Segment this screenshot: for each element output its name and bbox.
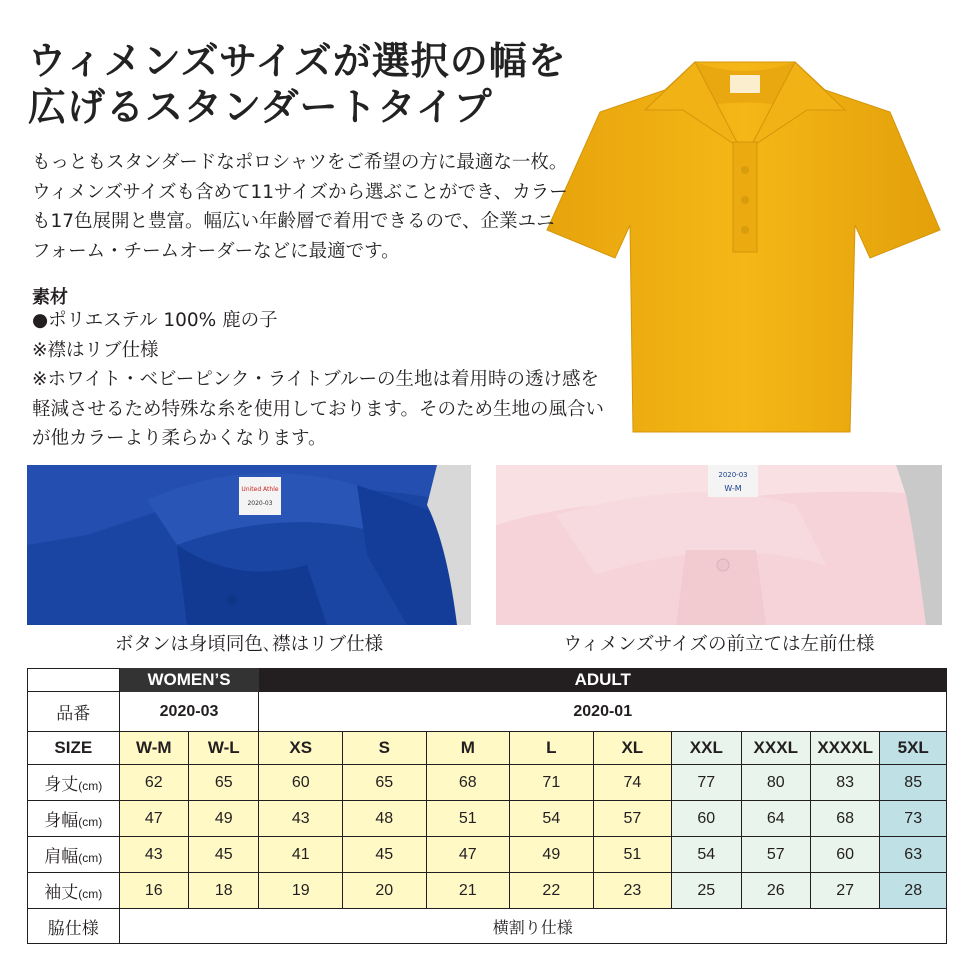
value-cell: 65 [189, 765, 259, 801]
row-label: 身幅(cm) [28, 801, 120, 837]
corner-cell [28, 669, 120, 692]
value-cell: 18 [189, 873, 259, 909]
value-cell: 68 [810, 801, 879, 837]
row-label: 身丈(cm) [28, 765, 120, 801]
size-row [28, 732, 947, 765]
adult-category: ADULT [259, 669, 947, 692]
size-header: XS [259, 732, 343, 765]
value-cell: 43 [259, 801, 343, 837]
value-cell: 16 [119, 873, 188, 909]
adult-code: 2020-01 [259, 692, 947, 732]
value-cell: 54 [510, 801, 594, 837]
headline-line-1: ウィメンズサイズが選択の幅を [28, 39, 567, 83]
size-header: W-L [189, 732, 259, 765]
row-label: 肩幅(cm) [28, 837, 120, 873]
value-cell: 51 [593, 837, 672, 873]
value-cell: 41 [259, 837, 343, 873]
spec-value: 横割り仕様 [119, 909, 946, 944]
value-cell: 23 [593, 873, 672, 909]
svg-text:United Athle: United Athle [241, 486, 279, 493]
size-header: S [343, 732, 427, 765]
row-label: 袖丈(cm) [28, 873, 120, 909]
description-line-3: も17色展開と豊富。幅広い年齢層で着用できるので、企業ユニ [32, 211, 555, 232]
material-line-2: ※襟はリブ仕様 [32, 339, 159, 361]
value-cell: 25 [672, 873, 741, 909]
value-cell: 45 [189, 837, 259, 873]
size-header: 5XL [880, 732, 947, 765]
value-cell: 45 [343, 837, 427, 873]
size-header: M [426, 732, 510, 765]
value-cell: 63 [880, 837, 947, 873]
value-cell: 74 [593, 765, 672, 801]
size-table [27, 668, 947, 944]
material-line-3: ※ホワイト・ベビーピンク・ライトブルーの生地は着用時の透け感を [32, 369, 599, 390]
size-header: XXXXL [810, 732, 879, 765]
blue-collar-photo [27, 465, 471, 625]
value-cell: 19 [259, 873, 343, 909]
value-cell: 20 [343, 873, 427, 909]
product-code-row [28, 692, 947, 732]
value-cell: 26 [741, 873, 810, 909]
description-line-2: ウィメンズサイズも含めて11サイズから選ぶことができ、カラー [32, 181, 568, 203]
value-cell: 68 [426, 765, 510, 801]
size-header: XXXL [741, 732, 810, 765]
value-cell: 65 [343, 765, 427, 801]
women-code: 2020-03 [119, 692, 259, 732]
value-cell: 83 [810, 765, 879, 801]
spec-label: 脇仕様 [28, 909, 120, 944]
value-cell: 57 [741, 837, 810, 873]
measurement-row-length [28, 765, 947, 801]
headline-line-2: 広げるスタンダートタイプ [28, 85, 493, 129]
size-header: L [510, 732, 594, 765]
measurement-row-width [28, 801, 947, 837]
size-header: W-M [119, 732, 188, 765]
value-cell: 80 [741, 765, 810, 801]
description-line-1: もっともスタンダードなポロシャツをご希望の方に最適な一枚。 [32, 152, 568, 173]
size-label: SIZE [28, 732, 120, 765]
value-cell: 28 [880, 873, 947, 909]
pink-photo-caption: ウィメンズサイズの前立ては左前仕様 [563, 634, 875, 655]
value-cell: 51 [426, 801, 510, 837]
value-cell: 21 [426, 873, 510, 909]
women-category: WOMEN’S [119, 669, 259, 692]
value-cell: 22 [510, 873, 594, 909]
value-cell: 60 [810, 837, 879, 873]
value-cell: 54 [672, 837, 741, 873]
value-cell: 48 [343, 801, 427, 837]
measurement-row-shoulder [28, 837, 947, 873]
size-header: XL [593, 732, 672, 765]
value-cell: 77 [672, 765, 741, 801]
pink-collar-photo [496, 465, 942, 625]
blue-photo-caption: ボタンは身頃同色､襟はリブ仕様 [114, 634, 384, 655]
code-label: 品番 [28, 692, 120, 732]
material-line-1: ●ポリエステル 100% 鹿の子 [32, 310, 278, 331]
material-heading: 素材 [32, 287, 68, 308]
side-spec-row [28, 909, 947, 944]
value-cell: 60 [672, 801, 741, 837]
value-cell: 49 [189, 801, 259, 837]
value-cell: 85 [880, 765, 947, 801]
value-cell: 47 [119, 801, 188, 837]
material-line-5: が他カラーより柔らかくなります。 [32, 428, 327, 449]
tag-size: W-M [724, 484, 742, 493]
value-cell: 60 [259, 765, 343, 801]
value-cell: 49 [510, 837, 594, 873]
yellow-polo-shirt-image [545, 50, 960, 450]
value-cell: 71 [510, 765, 594, 801]
value-cell: 73 [880, 801, 947, 837]
value-cell: 47 [426, 837, 510, 873]
svg-text:2020-03: 2020-03 [247, 500, 273, 507]
measurement-row-sleeve [28, 873, 947, 909]
value-cell: 62 [119, 765, 188, 801]
description-line-4: フォーム・チームオーダーなどに最適です。 [32, 240, 400, 262]
value-cell: 57 [593, 801, 672, 837]
value-cell: 64 [741, 801, 810, 837]
tag-code: 2020-03 [718, 471, 748, 479]
value-cell: 27 [810, 873, 879, 909]
material-line-4: 軽減させるため特殊な糸を使用しております。そのため生地の風合い [32, 398, 605, 420]
category-row [28, 669, 947, 692]
size-header: XXL [672, 732, 741, 765]
value-cell: 43 [119, 837, 188, 873]
